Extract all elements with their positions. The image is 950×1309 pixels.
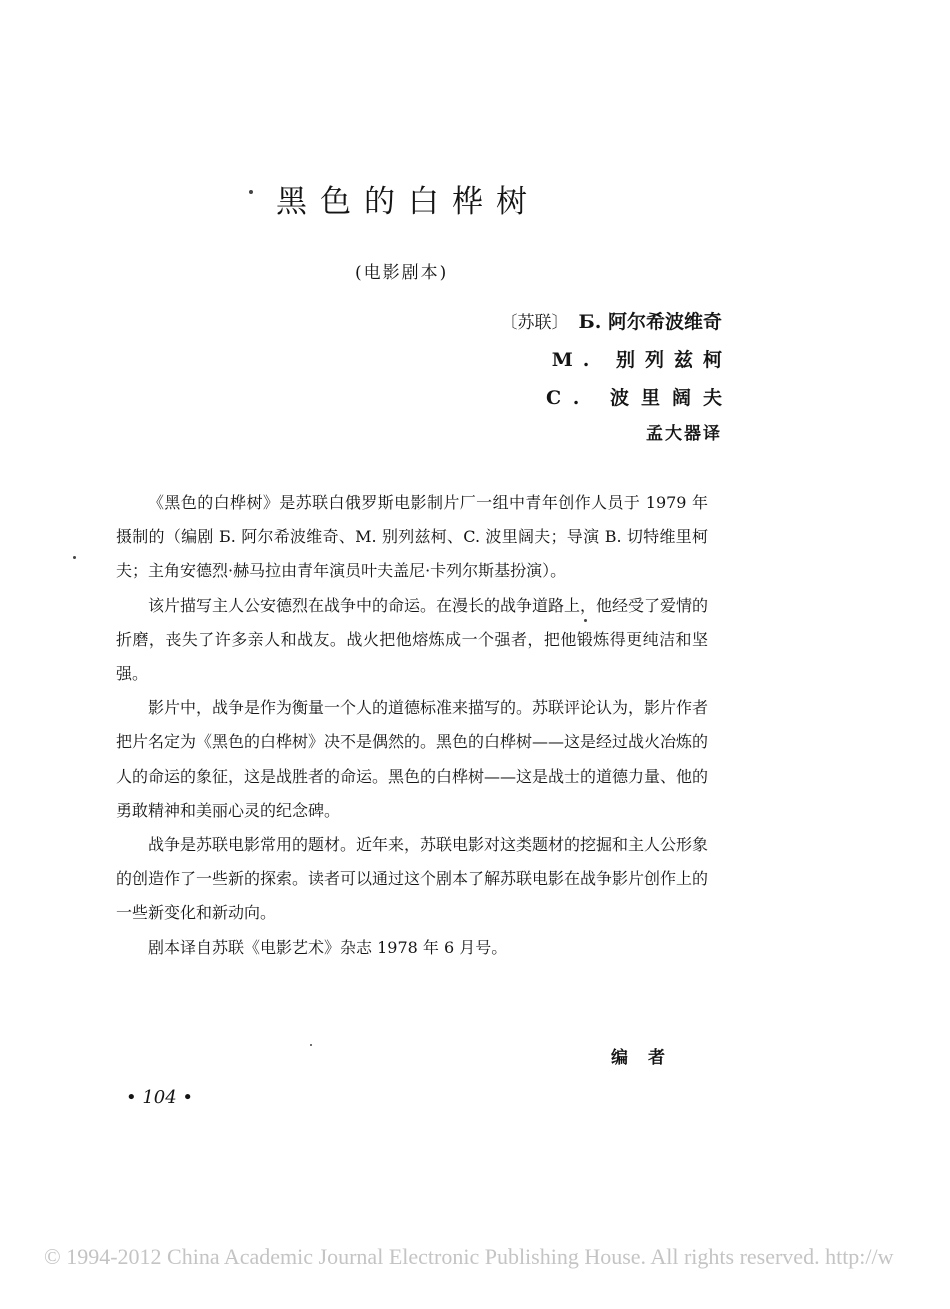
author-name: Б. 阿尔希波维奇 [578, 311, 722, 333]
editor-introduction [116, 486, 708, 965]
translator-credit: 孟大器译 [646, 424, 722, 444]
author-name: C. 波里阔夫 [545, 387, 734, 409]
article-subtitle: (电影剧本) [355, 263, 449, 283]
author-line-3 [501, 383, 734, 421]
page-number: • 104 • [126, 1087, 194, 1108]
credits-block [500, 307, 734, 447]
intro-paragraph: 该片描写主人公安德烈在战争中的命运。在漫长的战争道路上，他经受了爱情的折磨，丧失了许多亲人和战友。战火把他熔炼成一个强者，把他锻炼得更纯洁和坚强。 [116, 595, 709, 684]
author-line-2 [501, 345, 732, 383]
intro-paragraph: 战争是苏联电影常用的题材。近年来，苏联电影对这类题材的挖掘和主人公形象的创造作了一些新的探索。读者可以通过这个剧本了解苏联电影在战争影片创作上的一些新变化和新动向。 [116, 835, 709, 923]
scan-speck [584, 619, 587, 622]
author-line-1 [501, 307, 722, 345]
copyright-footer: © 1994-2012 China Academic Journal Electronic Publishing House. All rights reserved. http://w [44, 1244, 894, 1269]
intro-paragraph: 剧本译自苏联《电影艺术》杂志 1978 年 6 月号。 [148, 937, 508, 957]
intro-paragraph: 《黑色的白桦树》是苏联白俄罗斯电影制片厂一组中青年创作人员于 1979 年摄制的（编剧 Б. 阿尔希波维奇、M. 别列兹柯、C. 波里阔夫；导演 B. 切特维里柯夫；主角安德烈·赫马拉由青年演员叶夫盖尼·卡列尔斯基扮演）。 [116, 493, 708, 581]
scan-speck [73, 556, 76, 559]
author-name: M. 别列兹柯 [551, 349, 732, 371]
scan-speck [310, 1044, 312, 1046]
editor-signature: 编者 [611, 1048, 685, 1068]
author-country: 〔苏联〕 [500, 313, 569, 333]
article-title: 黑色的白桦树 [276, 184, 540, 220]
scan-speck [249, 190, 253, 194]
intro-paragraph: 影片中，战争是作为衡量一个人的道德标准来描写的。苏联评论认为，影片作者把片名定为《黑色的白桦树》决不是偶然的。黑色的白桦树——这是经过战火冶炼的人的命运的象征，这是战胜者的命运。黑色的白桦树——这是战士的道德力量、他的勇敢精神和美丽心灵的纪念碑。 [116, 698, 709, 820]
